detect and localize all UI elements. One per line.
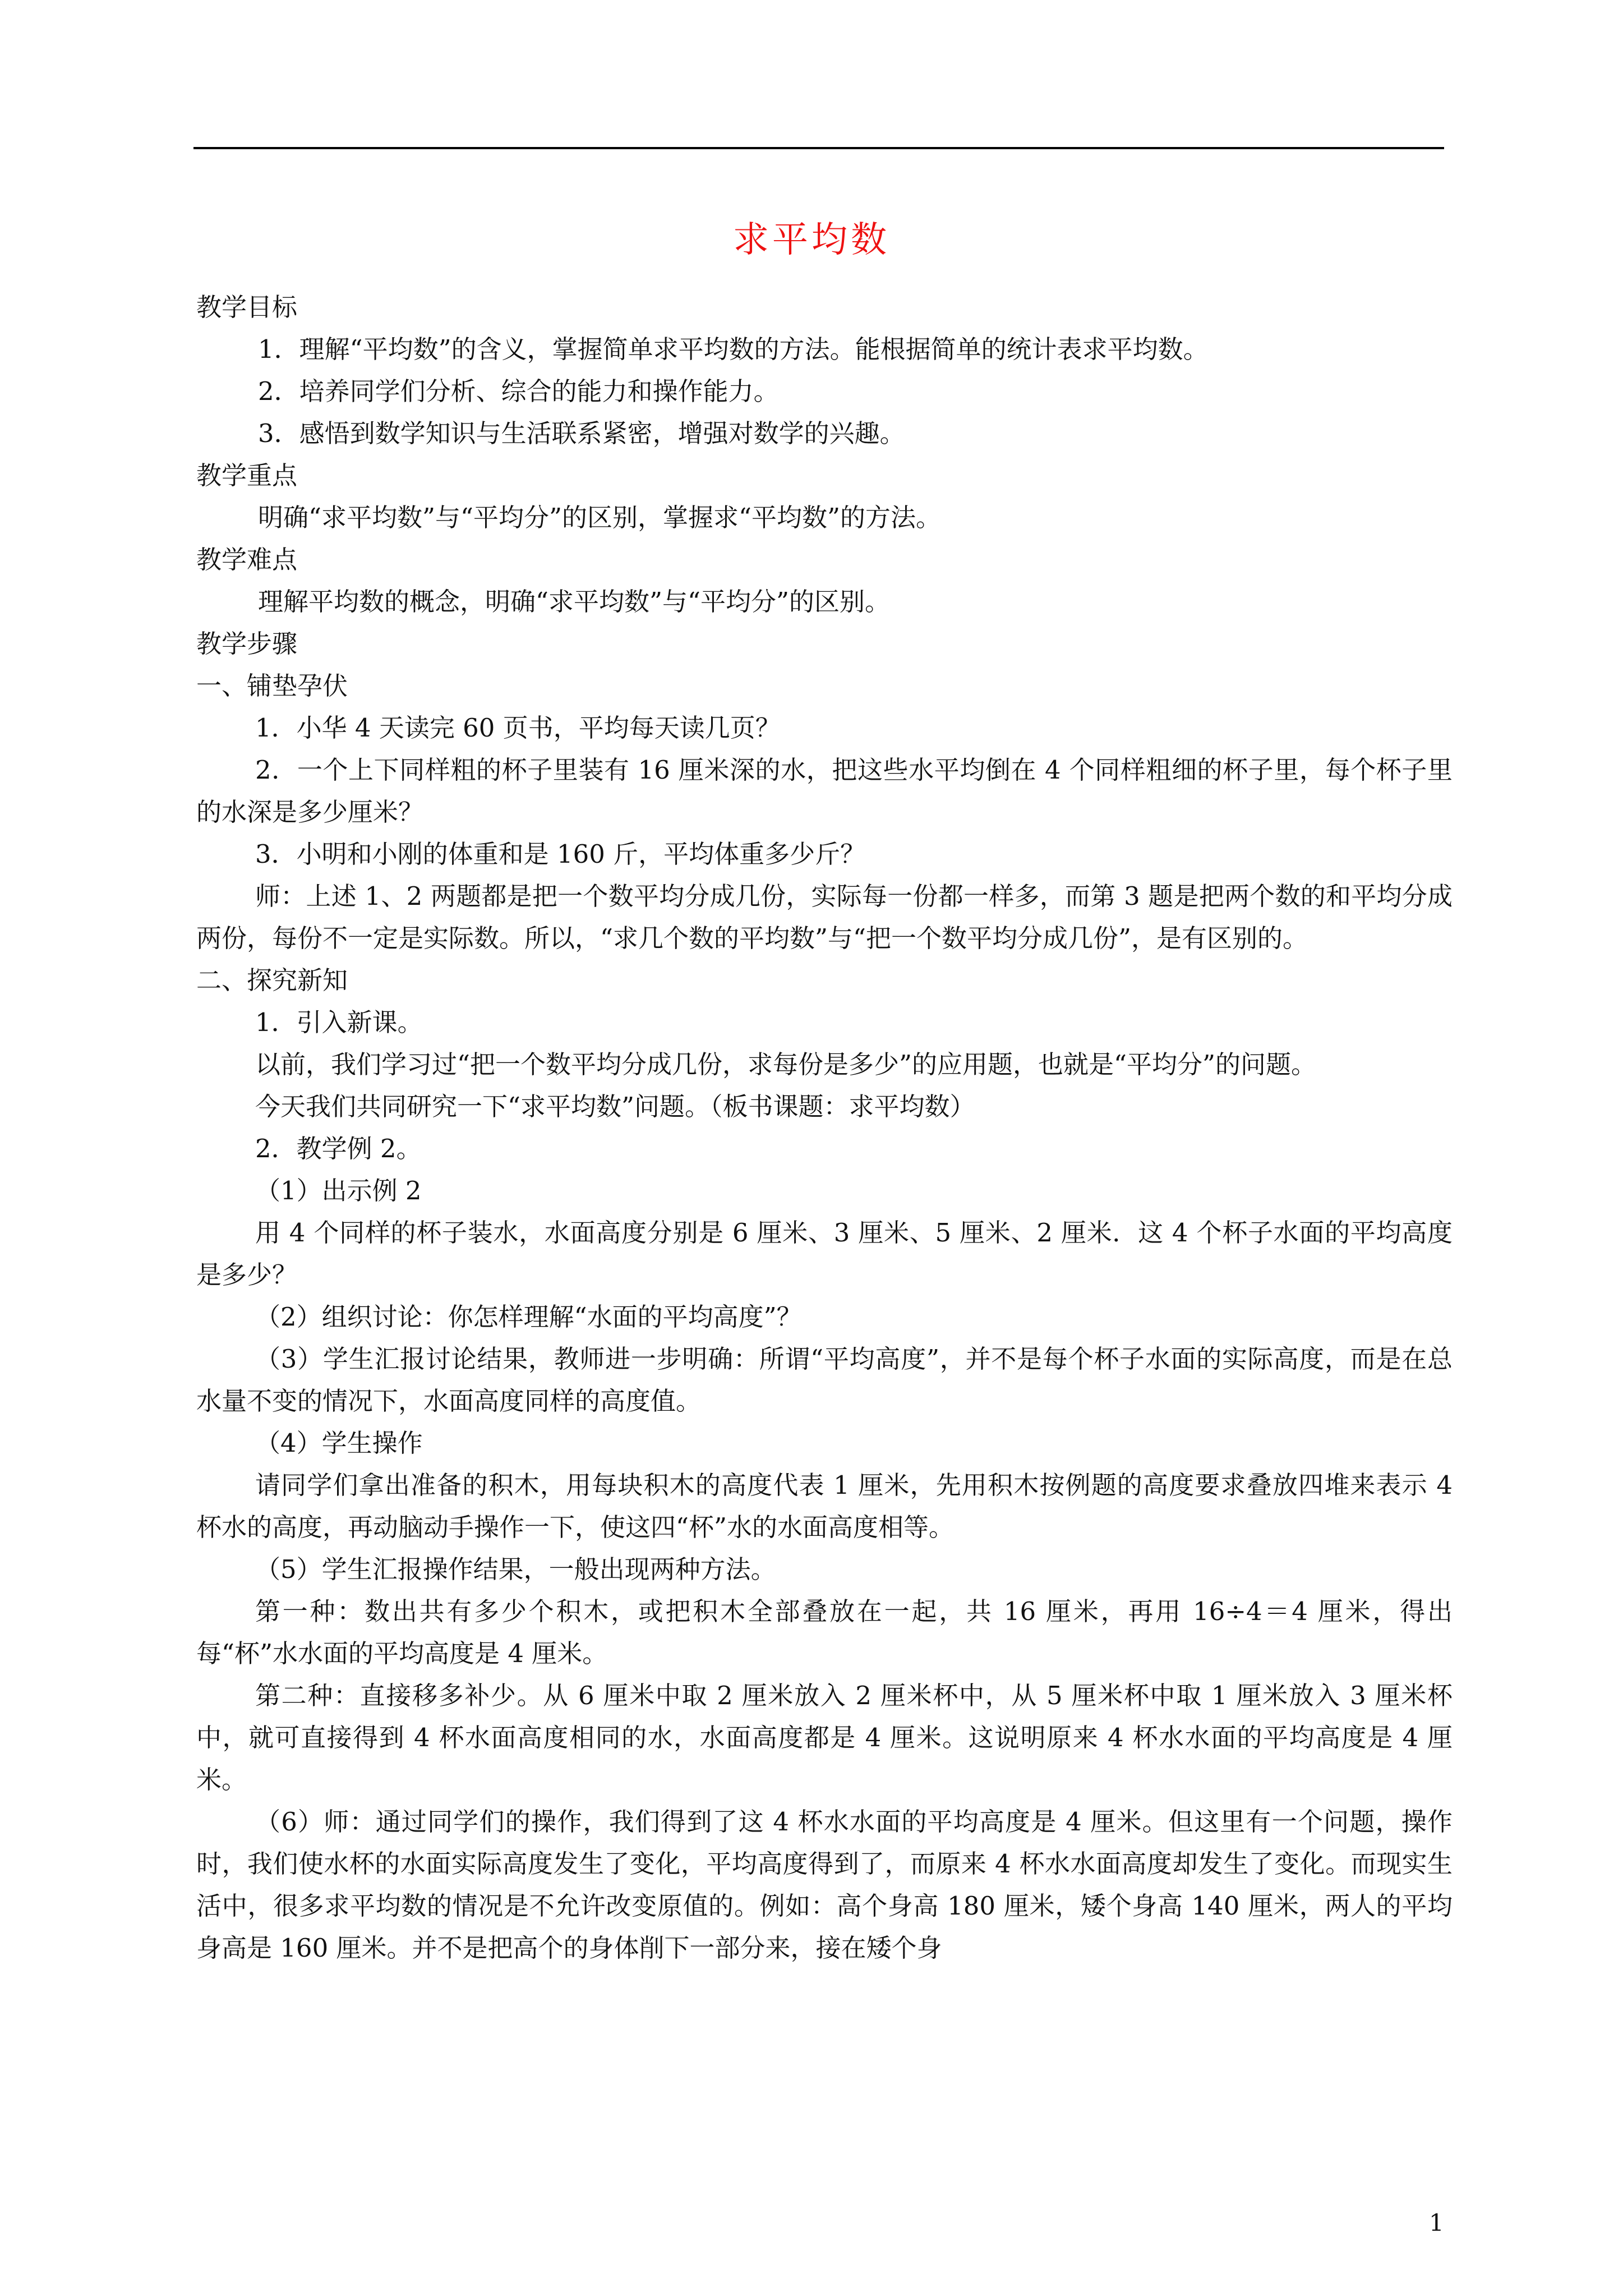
part2-paragraph: 2．教学例 2。 (255, 1134, 422, 1163)
page-number: 1 (1429, 2209, 1444, 2237)
part2-paragraph: 第二种：直接移多补少。从 6 厘米中取 2 厘米放入 2 厘米杯中，从 5 厘米杯中取 1 厘米放入 3 厘米杯中，就可直接得到 4 杯水面高度相同的水，水面高度都是 4 厘米。这说明原来 4 杯水水面的平均高度是 4 厘米。 (196, 1681, 1453, 1795)
part2-paragraph: （1）出示例 2 (255, 1176, 422, 1205)
page-title: 求平均数 (733, 219, 890, 261)
header-rule (193, 147, 1444, 149)
part2-paragraph: （6）师：通过同学们的操作，我们得到了这 4 杯水水面的平均高度是 4 厘米。但这里有一个问题，操作时，我们使水杯的水面实际高度发生了变化，平均高度得到了，而原来 4 杯水水面高度却发生了变化。而现实生活中，很多求平均数的情况是不允许改变原值的。例如：高个身高 180 厘米，矮个身高 140 厘米，两人的平均身高是 160 厘米。并不是把高个的身体削下一部分来，接在矮个身 (196, 1807, 1453, 1963)
part1-paragraph: 1．小华 4 天读完 60 页书，平均每天读几页？ (255, 713, 781, 743)
part1-paragraph: 3．小明和小刚的体重和是 160 斤，平均体重多少斤？ (255, 839, 866, 869)
part1-paragraph: 师：上述 1、2 两题都是把一个数平均分成几份，实际每一份都一样多，而第 3 题是把两个数的和平均分成两份，每份不一定是实际数。所以，“求几个数的平均数”与“把一个数平均分成几份”，是有区别的。 (196, 881, 1453, 953)
difficulty-heading: 教学难点 (196, 545, 298, 574)
part2-paragraph: 以前，我们学习过“把一个数平均分成几份，求每份是多少”的应用题，也就是“平均分”的问题。 (255, 1050, 1317, 1079)
key-text: 明确“求平均数”与“平均分”的区别，掌握求“平均数”的方法。 (258, 503, 942, 532)
part2-paragraph: 今天我们共同研究一下“求平均数”问题。（板书课题：求平均数） (255, 1092, 975, 1121)
document-body (196, 286, 1453, 1969)
part2-paragraph: （2）组织讨论：你怎样理解“水面的平均高度”？ (255, 1302, 802, 1332)
goal-item: 1．理解“平均数”的含义，掌握简单求平均数的方法。能根据简单的统计表求平均数。 (258, 334, 1209, 364)
goal-item: 2．培养同学们分析、综合的能力和操作能力。 (258, 376, 779, 406)
part2-paragraph: （3）学生汇报讨论结果，教师进一步明确：所谓“平均高度”，并不是每个杯子水面的实际高度，而是在总水量不变的情况下，水面高度同样的高度值。 (196, 1344, 1453, 1416)
part2-heading: 二、探究新知 (196, 965, 348, 995)
steps-heading: 教学步骤 (196, 629, 298, 659)
part1-heading: 一、铺垫孕伏 (196, 671, 348, 701)
part2-paragraph: 请同学们拿出准备的积木，用每块积木的高度代表 1 厘米，先用积木按例题的高度要求叠放四堆来表示 4 杯水的高度，再动脑动手操作一下，使这四“杯”水的水面高度相等。 (196, 1470, 1453, 1542)
part2-paragraph: 第一种：数出共有多少个积木，或把积木全部叠放在一起，共 16 厘米，再用 16÷4＝4 厘米，得出每“杯”水水面的平均高度是 4 厘米。 (196, 1596, 1453, 1668)
part2-paragraph: （5）学生汇报操作结果，一般出现两种方法。 (255, 1554, 776, 1584)
part1-paragraph: 2．一个上下同样粗的杯子里装有 16 厘米深的水，把这些水平均倒在 4 个同样粗细的杯子里，每个杯子里的水深是多少厘米？ (196, 755, 1453, 827)
goal-heading: 教学目标 (196, 292, 298, 322)
part2-paragraph: 1．引入新课。 (255, 1007, 423, 1037)
part2-paragraph: （4）学生操作 (255, 1428, 423, 1458)
part2-paragraph: 用 4 个同样的杯子装水，水面高度分别是 6 厘米、3 厘米、5 厘米、2 厘米．这 4 个杯子水面的平均高度是多少？ (196, 1218, 1453, 1290)
difficulty-text: 理解平均数的概念，明确“求平均数”与“平均分”的区别。 (258, 587, 891, 616)
goal-item: 3．感悟到数学知识与生活联系紧密，增强对数学的兴趣。 (258, 418, 905, 448)
key-heading: 教学重点 (196, 461, 298, 490)
